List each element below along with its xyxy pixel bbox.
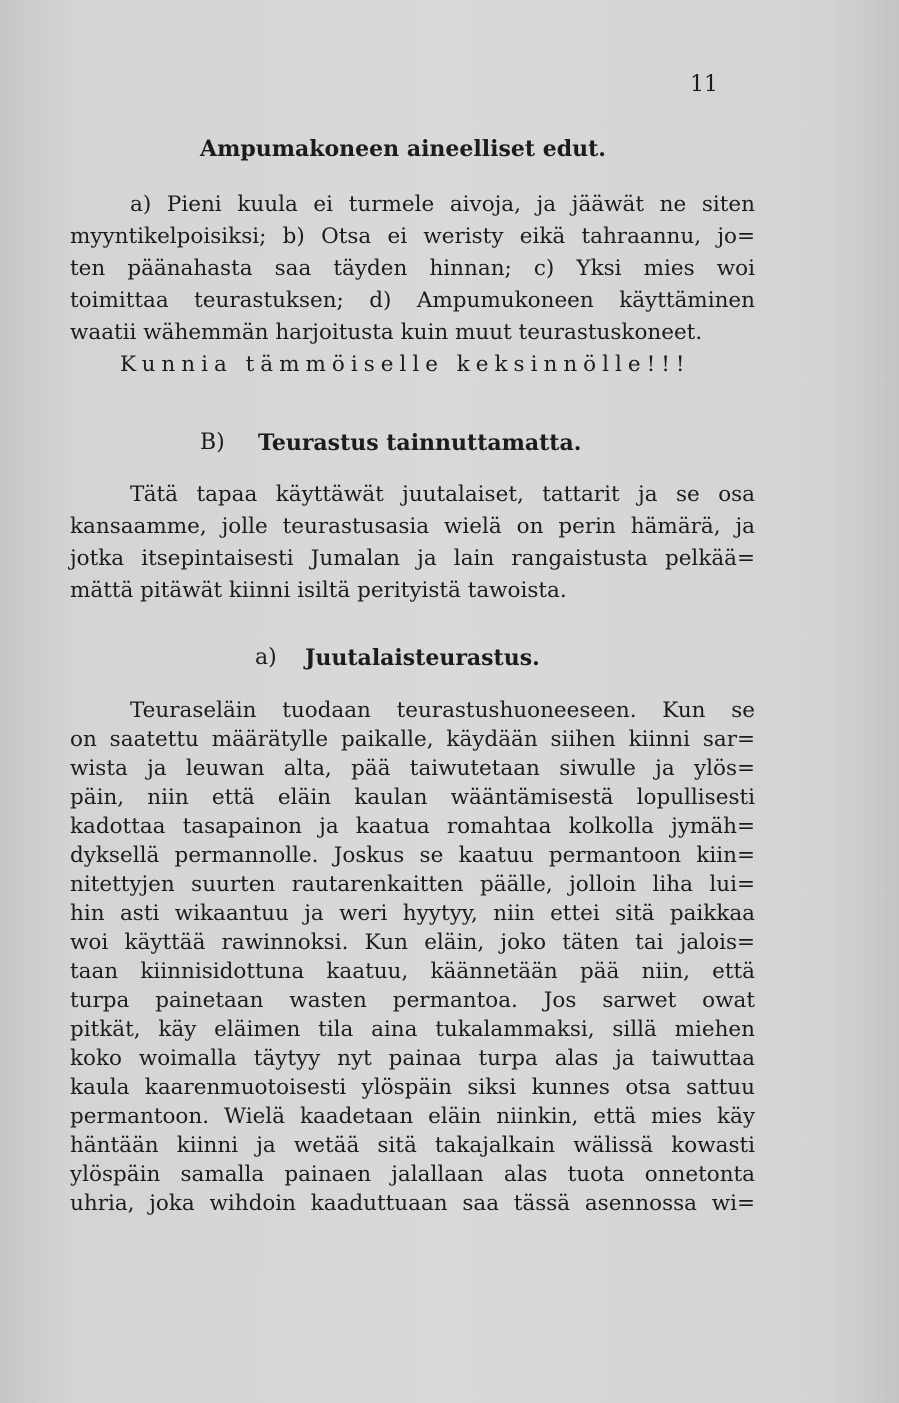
text-line: myyntikelpoisiksi; b) Otsa ei weristy eikä tahraannu, jo= [70,224,755,249]
text-line: turpa painetaan wasten permantoa. Jos sarwet owat [70,988,755,1013]
section-prefix-b: B) [200,430,225,455]
text-line: wista ja leuwan alta, pää taiwutetaan siwulle ja ylös= [70,756,755,781]
text-line: uhria, joka wihdoin kaaduttuaan saa tässä asennossa wi= [70,1191,755,1216]
text-line: on saatettu määrätylle paikalle, käydään siihen kiinni sar= [70,727,755,752]
text-line: Teuraseläin tuodaan teurastushuoneeseen. Kun se [130,698,755,723]
text-line: koko woimalla täytyy nyt painaa turpa alas ja taiwuttaa [70,1046,755,1071]
text-line: woi käyttää rawinnoksi. Kun eläin, joko täten tai jalois= [70,930,755,955]
text-line: mättä pitäwät kiinni isiltä perityistä tawoista. [70,578,567,603]
text-line: hin asti wikaantuu ja weri hyytyy, niin ettei sitä paikkaa [70,901,755,926]
section-heading-teurastus: Teurastus tainnuttamatta. [258,430,582,456]
exclamation-line: Kunnia tämmöiselle keksinnölle!!! [120,352,691,377]
text-line: ten päänahasta saa täyden hinnan; c) Yksi mies woi [70,256,755,281]
text-line: taan kiinnisidottuna kaatuu, käännetään pää niin, että [70,959,755,984]
text-line: pitkät, käy eläimen tila aina tukalammaksi, sillä miehen [70,1017,755,1042]
text-line: kaula kaarenmuotoisesti ylöspäin siksi kunnes otsa sattuu [70,1075,755,1100]
text-line: a) Pieni kuula ei turmele aivoja, ja jääwät ne siten [130,192,755,217]
text-line: päin, niin että eläin kaulan wääntämisestä lopullisesti [70,785,755,810]
page-number: 11 [690,72,718,97]
section-prefix-a: a) [255,645,277,670]
text-line: dyksellä permannolle. Joskus se kaatuu permantoon kiin= [70,843,755,868]
text-line: waatii wähemmän harjoitusta kuin muut teurastuskoneet. [70,320,703,345]
text-line: häntään kiinni ja wetää sitä takajalkain wälissä kowasti [70,1133,755,1158]
text-line: nitettyjen suurten rautarenkaitten päälle, jolloin liha lui= [70,872,755,897]
text-line: Tätä tapaa käyttäwät juutalaiset, tattarit ja se osa [130,482,755,507]
section-heading-ampumakone: Ampumakoneen aineelliset edut. [200,136,606,162]
text-line: kadottaa tasapainon ja kaatua romahtaa kolkolla jymäh= [70,814,755,839]
text-line: permantoon. Wielä kaadetaan eläin niinkin, että mies käy [70,1104,755,1129]
text-line: ylöspäin samalla painaen jalallaan alas tuota onnetonta [70,1162,755,1187]
text-line: kansaamme, jolle teurastusasia wielä on perin hämärä, ja [70,514,755,539]
section-heading-juutalaisteurastus: Juutalaisteurastus. [305,645,540,671]
text-line: jotka itsepintaisesti Jumalan ja lain rangaistusta pelkää= [70,546,755,571]
text-line: toimittaa teurastuksen; d) Ampumukoneen käyttäminen [70,288,755,313]
